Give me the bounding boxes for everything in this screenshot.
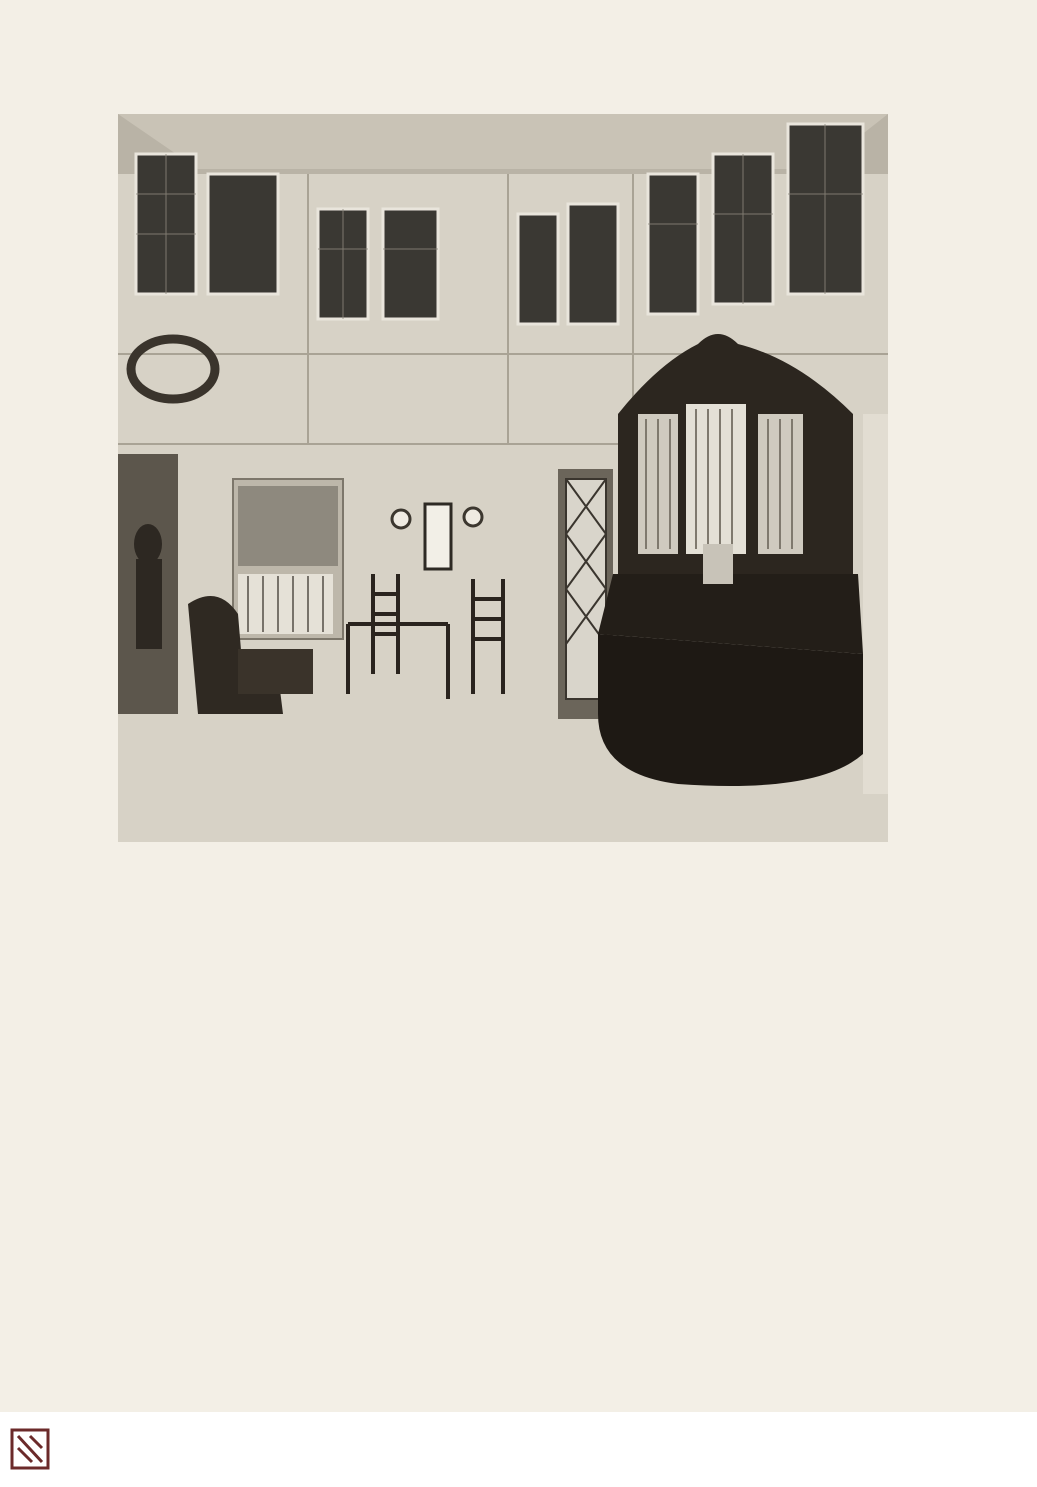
- digitization-footer: [0, 1412, 1037, 1487]
- interior-photograph: [118, 114, 888, 842]
- university-library-logo: [10, 1428, 50, 1470]
